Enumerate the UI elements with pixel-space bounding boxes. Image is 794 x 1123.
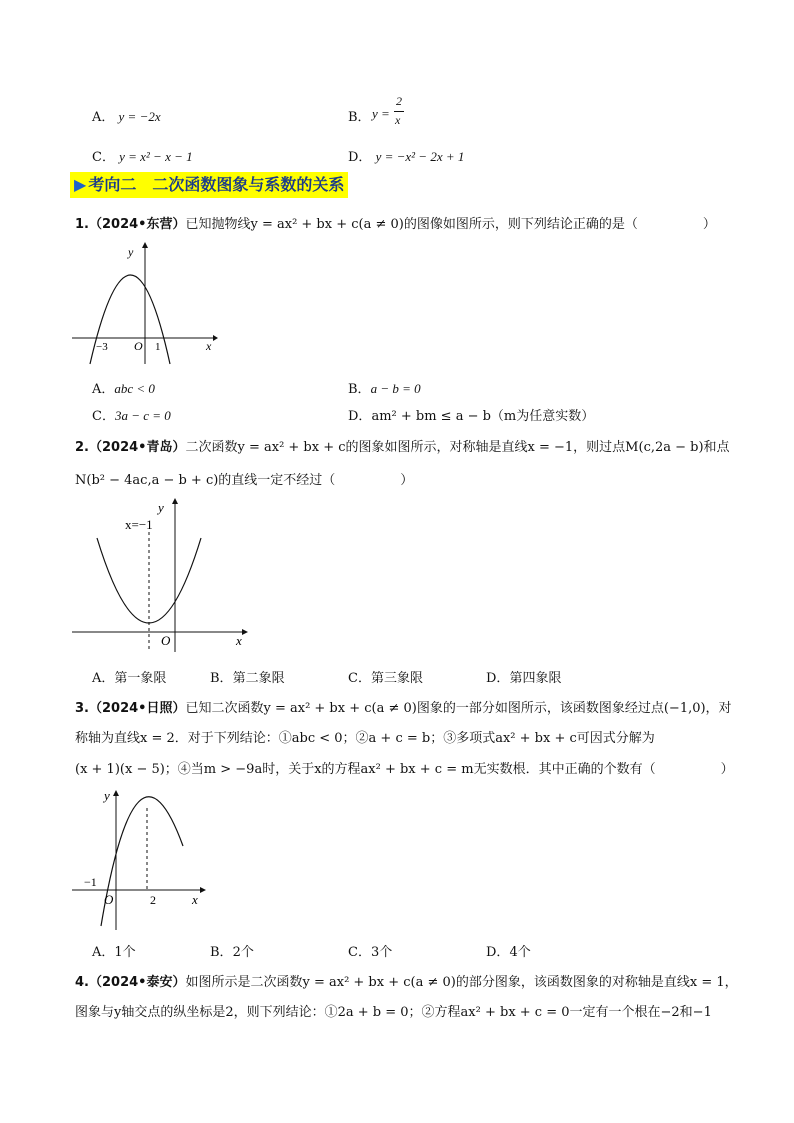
section-banner	[70, 172, 348, 198]
question-number: 2.	[75, 440, 89, 455]
x-axis-label: x	[192, 892, 198, 907]
q2-option-d	[486, 667, 561, 686]
option-text: 3个	[370, 945, 393, 960]
option-label: C．	[348, 671, 371, 686]
option-text: 第四象限	[509, 671, 562, 686]
question-source: （2024•日照）	[88, 701, 186, 716]
q2-option-a	[92, 667, 166, 686]
option-text: 第一象限	[114, 671, 167, 686]
question-1-stem	[75, 213, 716, 232]
q3-option-d	[486, 941, 531, 960]
y-axis-label: y	[104, 788, 110, 803]
q1-option-d	[348, 405, 594, 424]
question-2-stem-line-1	[75, 436, 730, 455]
question-source: （2024•泰安）	[88, 975, 186, 990]
fraction-bar	[394, 111, 404, 112]
option-text: 2个	[232, 945, 254, 960]
q2-option-b	[210, 667, 285, 686]
x-axis-label: x	[206, 339, 212, 353]
question-4-stem-line-2	[75, 1001, 712, 1020]
option-label: D．	[348, 409, 372, 424]
fraction-numerator: 2	[396, 94, 402, 108]
option-text: 1个	[114, 945, 136, 960]
question-text: (x + 1)(x − 5)；④当m > −9a时，关于x的方程ax² + bx + c = m无实数根．其中正确的个数有（ ）	[75, 762, 734, 777]
option-label: C．	[92, 409, 115, 424]
option-label: B．	[348, 382, 371, 397]
option-expr: y = −x² − 2x + 1	[375, 149, 465, 164]
y-axis-arrow-icon	[172, 498, 178, 504]
option-label: D．	[486, 671, 510, 686]
option-label: A．	[92, 671, 115, 686]
q2-option-c	[348, 667, 423, 686]
question-source: （2024•东营）	[88, 217, 186, 232]
option-text: abc < 0	[114, 381, 155, 396]
option-expr: y =	[372, 106, 390, 121]
option-expr: y = x² − x − 1	[119, 149, 193, 164]
q1-option-a	[92, 378, 155, 397]
question-2-graph	[70, 494, 250, 654]
q3-option-c	[348, 941, 392, 960]
option-label: D．	[486, 945, 510, 960]
question-number: 3.	[75, 701, 89, 716]
question-1-graph	[68, 240, 218, 365]
option-label: A．	[92, 382, 115, 397]
option-text: 第二象限	[232, 671, 285, 686]
y-axis-label: y	[158, 500, 164, 515]
question-3-stem-line-3	[75, 758, 734, 777]
x-axis-arrow-icon	[242, 629, 248, 635]
question-number: 4.	[75, 975, 89, 990]
y-axis-arrow-icon	[113, 790, 119, 796]
section-title: 考向二 二次函数图象与系数的关系	[88, 175, 345, 194]
origin-label: O	[161, 633, 171, 648]
question-3-graph	[70, 786, 210, 931]
option-label: C．	[92, 150, 115, 165]
question-text: 图象与y轴交点的纵坐标是2，则下列结论：①2a + b = 0；②方程ax² + bx + c = 0一定有一个根在−2和−1	[75, 1005, 712, 1020]
tick-label-neg1: −1	[84, 875, 97, 889]
tick-label-neg3: −3	[96, 341, 108, 353]
option-label: A．	[92, 110, 115, 125]
option-label: B．	[348, 110, 371, 125]
option-text: a − b = 0	[370, 381, 421, 396]
question-4-stem-line-1	[75, 971, 738, 990]
origin-label: O	[134, 339, 143, 353]
origin-label: O	[104, 892, 114, 907]
question-3-stem-line-2	[75, 727, 655, 746]
question-text: 二次函数y = ax² + bx + c的图象如图所示，对称轴是直线x = −1，则过点M(c,2a − b)和点	[185, 440, 730, 455]
option-expr: y = −2x	[118, 109, 161, 124]
question-text: 已知二次函数y = ax² + bx + c(a ≠ 0)图象的一部分如图所示，该函数图象经过点(−1,0)，对	[185, 701, 732, 716]
x-axis-arrow-icon	[200, 887, 206, 893]
option-a	[92, 106, 161, 125]
y-axis-label: y	[128, 245, 134, 259]
option-d	[348, 146, 464, 165]
option-text: am² + bm ≤ a − b（m为任意实数）	[371, 409, 595, 424]
x-axis-arrow-icon	[213, 335, 218, 341]
question-text: 如图所示是二次函数y = ax² + bx + c(a ≠ 0)的部分图象，该函数图象的对称轴是直线x = 1，	[185, 975, 738, 990]
tick-label-2: 2	[150, 893, 156, 907]
question-source: （2024•青岛）	[88, 440, 186, 455]
symmetry-axis-label: x=−1	[125, 517, 153, 532]
option-label: C．	[348, 945, 371, 960]
question-text: 已知抛物线y = ax² + bx + c(a ≠ 0)的图像如图所示，则下列结论正确的是（ ）	[185, 217, 716, 232]
q3-option-a	[92, 941, 136, 960]
option-text: 3a − c = 0	[114, 408, 171, 423]
option-label: D．	[348, 150, 372, 165]
q1-option-b	[348, 378, 421, 397]
option-c	[92, 146, 193, 165]
x-axis-label: x	[236, 633, 242, 648]
fraction-denominator: x	[395, 113, 401, 127]
question-text: N(b² − 4ac,a − b + c)的直线一定不经过（ ）	[75, 473, 414, 488]
option-label: A．	[92, 945, 115, 960]
tick-label-1: 1	[155, 341, 161, 353]
triangle-marker-icon: ▶	[74, 175, 87, 194]
y-axis-arrow-icon	[142, 242, 148, 248]
option-label: B．	[210, 671, 233, 686]
question-number: 1.	[75, 217, 89, 232]
q3-option-b	[210, 941, 254, 960]
question-text: 称轴为直线x = 2．对于下列结论：①abc < 0；②a + c = b；③多项式ax² + bx + c可因式分解为	[75, 731, 655, 746]
q1-option-c	[92, 405, 171, 424]
question-3-stem-line-1	[75, 697, 732, 716]
option-text: 4个	[509, 945, 531, 960]
question-2-stem-line-2	[75, 469, 413, 488]
option-text: 第三象限	[370, 671, 423, 686]
option-label: B．	[210, 945, 233, 960]
